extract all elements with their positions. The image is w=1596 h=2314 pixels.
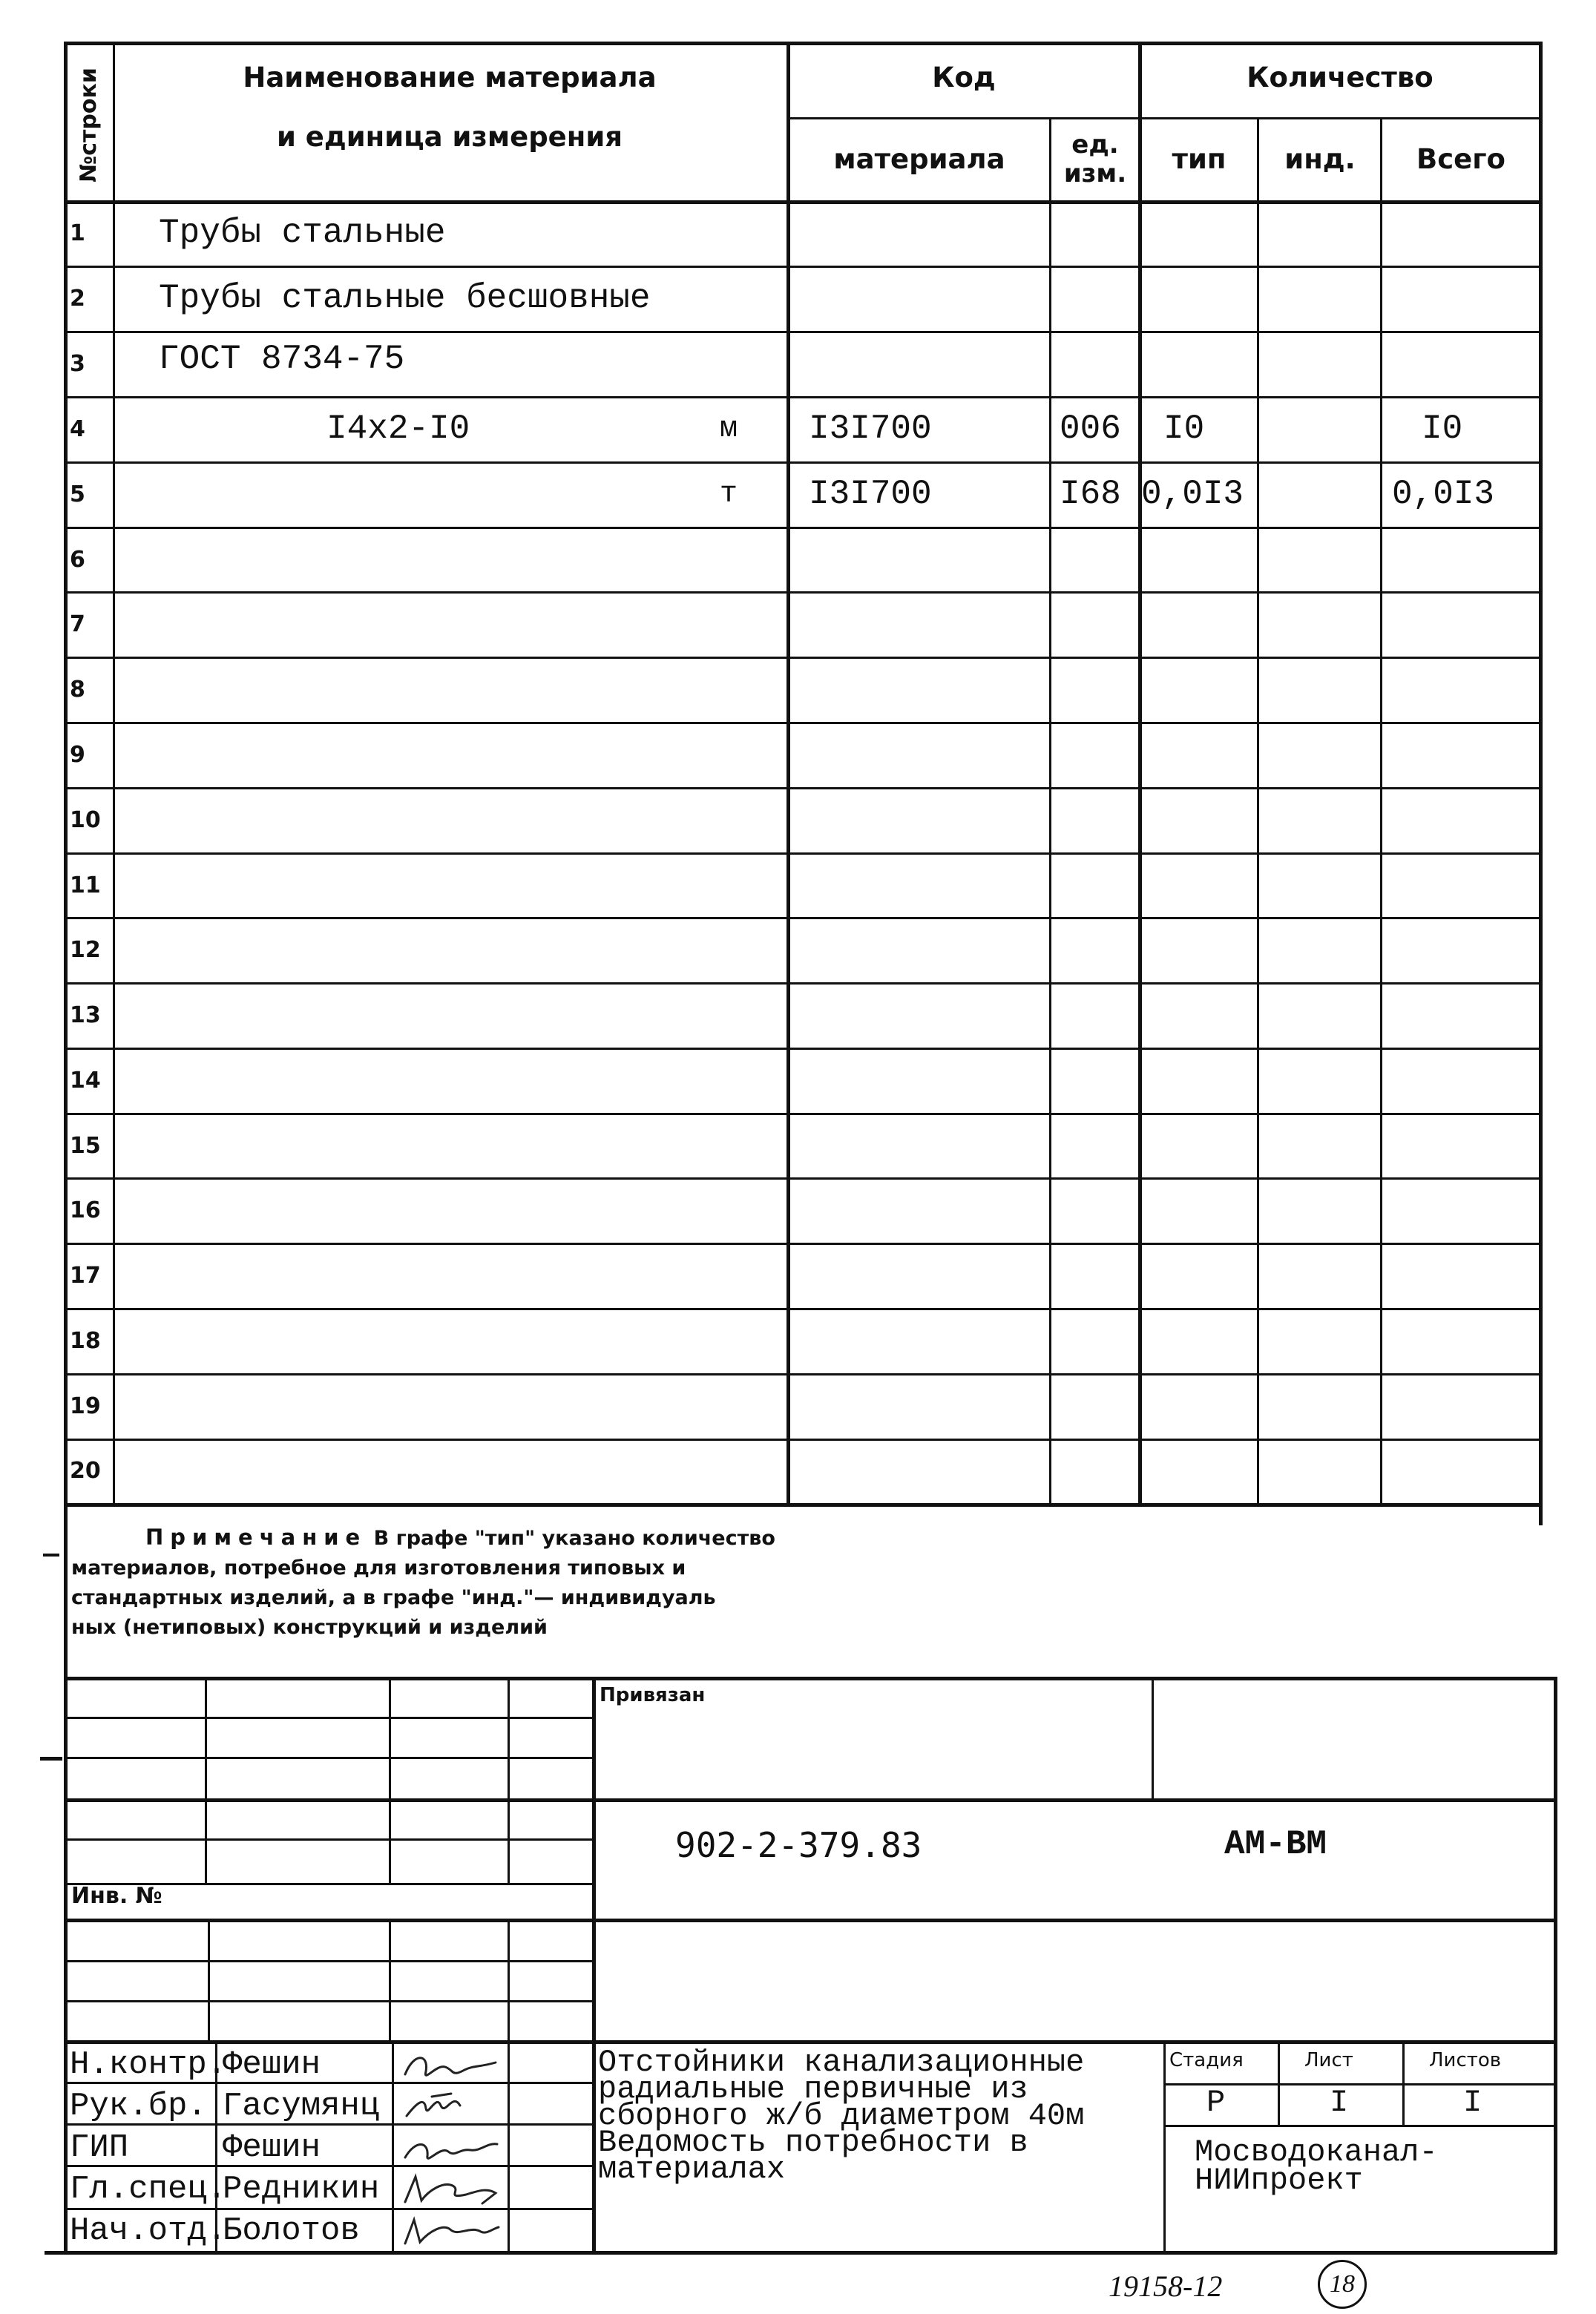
grid-h <box>64 2165 594 2167</box>
row-line <box>64 1113 1542 1115</box>
grid-v <box>389 1677 391 1883</box>
note-block <box>71 1522 962 1643</box>
title-line: Отстойники канализационные <box>598 2045 1085 2080</box>
col-line-5 <box>1257 117 1259 1503</box>
row-line <box>64 1177 1542 1180</box>
unit-code: I68 <box>1060 475 1121 513</box>
row-number: 12 <box>70 936 101 963</box>
code-header: Код <box>932 61 996 93</box>
signature-feshin <box>405 2058 496 2076</box>
row-number: 4 <box>70 415 85 442</box>
row-line <box>64 657 1542 659</box>
row-line <box>64 787 1542 789</box>
grid-h <box>64 1960 594 1962</box>
grid-v-main <box>592 1677 596 2254</box>
stamp-right-border <box>1554 1677 1557 2254</box>
organization-line: Мосводоканал- <box>1195 2134 1438 2170</box>
material-code: I3I700 <box>809 410 932 448</box>
grid-v <box>508 2040 510 2254</box>
signer-name: Фешин <box>223 2046 321 2083</box>
signer-name: Редникин <box>223 2171 380 2208</box>
row-number: 16 <box>70 1197 101 1223</box>
row-number: 7 <box>70 611 85 637</box>
note-lead: Примечание <box>145 1525 367 1550</box>
row-number: 15 <box>70 1132 101 1159</box>
signature-rednikin <box>405 2177 496 2203</box>
row-number: 2 <box>70 285 85 312</box>
signer-role: Нач.отд. <box>70 2212 227 2249</box>
unit-header <box>1052 119 1138 200</box>
note-line2: материалов, потребное для изготовления типовых и <box>71 1557 686 1580</box>
grid-h-main <box>64 1919 1557 1922</box>
header-mid-line <box>786 117 1540 119</box>
signer-name: Фешин <box>223 2129 321 2166</box>
title-line: Ведомость потребности в <box>598 2125 1028 2160</box>
organization <box>1195 2134 1438 2198</box>
row-number: 5 <box>70 481 85 507</box>
table-top-border <box>64 42 1542 45</box>
grid-h <box>64 1757 594 1759</box>
ind-header: инд. <box>1284 142 1356 175</box>
row-number: 11 <box>70 872 101 898</box>
grid-h-main <box>64 1798 1557 1802</box>
material-name: Трубы стальные <box>159 214 446 252</box>
type-header: тип <box>1172 142 1226 175</box>
row-number: 10 <box>70 806 101 833</box>
row-number: 8 <box>70 676 85 703</box>
row-line <box>64 527 1542 529</box>
type-quantity: 0,0I3 <box>1141 475 1244 513</box>
grid-h <box>1163 2125 1555 2127</box>
title-line: радиальные первичные из <box>598 2071 1028 2107</box>
row-line <box>64 1373 1542 1375</box>
document-title <box>598 2045 1085 2187</box>
row-line <box>64 1048 1542 1050</box>
col-line-2 <box>786 42 790 1503</box>
col-line-4 <box>1138 42 1142 1503</box>
grid-v <box>205 1677 207 1883</box>
grid-v <box>208 1919 210 2040</box>
material-code-header: материала <box>833 142 1005 175</box>
note-line3: стандартных изделий, а в графе "инд."— индивидуаль <box>71 1586 716 1609</box>
row-number: 14 <box>70 1067 101 1094</box>
row-number: 13 <box>70 1002 101 1028</box>
unit-header-line1: ед. <box>1071 129 1119 160</box>
unit-name: т <box>720 477 738 511</box>
grid-h <box>64 2208 594 2210</box>
organization-line: НИИпроект <box>1195 2163 1363 2198</box>
row-line <box>64 1308 1542 1310</box>
material-name: I4x2-I0 <box>326 410 470 448</box>
bound-label: Привязан <box>600 1684 706 1706</box>
title-line: сборного ж/б диаметром 40м <box>598 2098 1085 2134</box>
col-line-3 <box>1049 117 1051 1503</box>
archive-number: 19158-12 <box>1109 2269 1223 2303</box>
material-name: Трубы стальные бесшовные <box>159 279 651 318</box>
note-line1: В графе "тип" указано количество <box>373 1527 775 1550</box>
row-number: 1 <box>70 220 85 246</box>
grid-h <box>64 1717 594 1719</box>
unit-header-line2: изм. <box>1063 159 1127 188</box>
inventory-label: Инв. № <box>71 1883 162 1909</box>
row-number: 3 <box>70 350 85 377</box>
name-header-line1: Наименование материала <box>243 61 657 93</box>
signer-role: Гл.спец. <box>70 2171 227 2208</box>
row-line <box>64 982 1542 985</box>
row-number: 19 <box>70 1393 101 1419</box>
stamp-top-line <box>64 1677 1557 1680</box>
grid-h <box>64 1838 594 1841</box>
table-left-border <box>64 42 68 1525</box>
sheet-mark: АМ-ВМ <box>1224 1825 1327 1864</box>
title-line: материалах <box>598 2152 786 2187</box>
grid-h-main <box>64 2040 1557 2044</box>
signer-role: Н.контр. <box>70 2046 227 2083</box>
material-code: I3I700 <box>809 475 932 513</box>
stamp-left-border <box>64 1503 68 2254</box>
col-line-6 <box>1380 117 1382 1503</box>
grid-v <box>1278 2040 1280 2125</box>
signer-name: Болотов <box>223 2212 360 2249</box>
type-quantity: I0 <box>1163 410 1205 448</box>
signer-role: Рук.бр. <box>70 2088 207 2125</box>
grid-v <box>1163 2040 1166 2254</box>
material-name: ГОСТ 8734-75 <box>159 340 405 378</box>
col-line-1 <box>113 42 115 1503</box>
scan-mark <box>40 1757 62 1761</box>
grid-v <box>1152 1677 1154 1798</box>
grid-v <box>392 2040 394 2254</box>
name-header-line2: и единица измерения <box>276 120 623 153</box>
row-line <box>64 852 1542 855</box>
unit-code: 006 <box>1060 410 1121 448</box>
signer-name: Гасумянц <box>223 2088 380 2125</box>
row-number: 17 <box>70 1262 101 1289</box>
signer-role: ГИП <box>70 2129 129 2166</box>
stamp-bottom-line <box>45 2251 1557 2255</box>
row-line <box>64 1243 1542 1245</box>
total-header: Всего <box>1416 142 1505 175</box>
table-right-border <box>1539 42 1543 1525</box>
signature-gasumyants <box>407 2094 460 2116</box>
total-quantity: 0,0I3 <box>1392 475 1495 513</box>
grid-v <box>508 1919 510 2040</box>
signature-bolotov <box>405 2220 499 2244</box>
stage-label: Стадия <box>1169 2049 1244 2071</box>
scan-mark <box>43 1554 59 1557</box>
grid-v <box>508 1677 510 1883</box>
stage-value: Р <box>1206 2085 1226 2120</box>
project-code: 902-2-379.83 <box>675 1825 922 1865</box>
row-line <box>64 591 1542 594</box>
row-line <box>64 396 1542 398</box>
signature-feshin-2 <box>405 2144 497 2158</box>
row-number: 18 <box>70 1327 101 1354</box>
row-number: 6 <box>70 546 85 573</box>
row-number-header <box>65 50 111 199</box>
unit-name: м <box>720 412 738 446</box>
signatures-image <box>399 2045 505 2252</box>
sheets-label: Листов <box>1429 2049 1502 2071</box>
quantity-header: Количество <box>1247 61 1434 93</box>
total-quantity: I0 <box>1422 410 1463 448</box>
row-line <box>64 917 1542 919</box>
grid-v <box>1402 2040 1405 2125</box>
page-number-circle: 18 <box>1318 2260 1367 2309</box>
row-number: 9 <box>70 741 85 768</box>
grid-v <box>389 1919 391 2040</box>
row-line <box>64 722 1542 724</box>
grid-h <box>64 2000 594 2002</box>
row-number-header-label: №строки <box>75 67 102 183</box>
sheets-value: I <box>1463 2085 1482 2120</box>
row-line <box>64 1439 1542 1441</box>
row-number: 20 <box>70 1458 101 1484</box>
sheet-value: I <box>1330 2085 1349 2120</box>
row-line <box>64 461 1542 464</box>
table-bottom-line <box>64 1503 1542 1507</box>
sheet-label: Лист <box>1304 2049 1353 2071</box>
note-line4: ных (нетиповых) конструкций и изделий <box>71 1616 548 1639</box>
